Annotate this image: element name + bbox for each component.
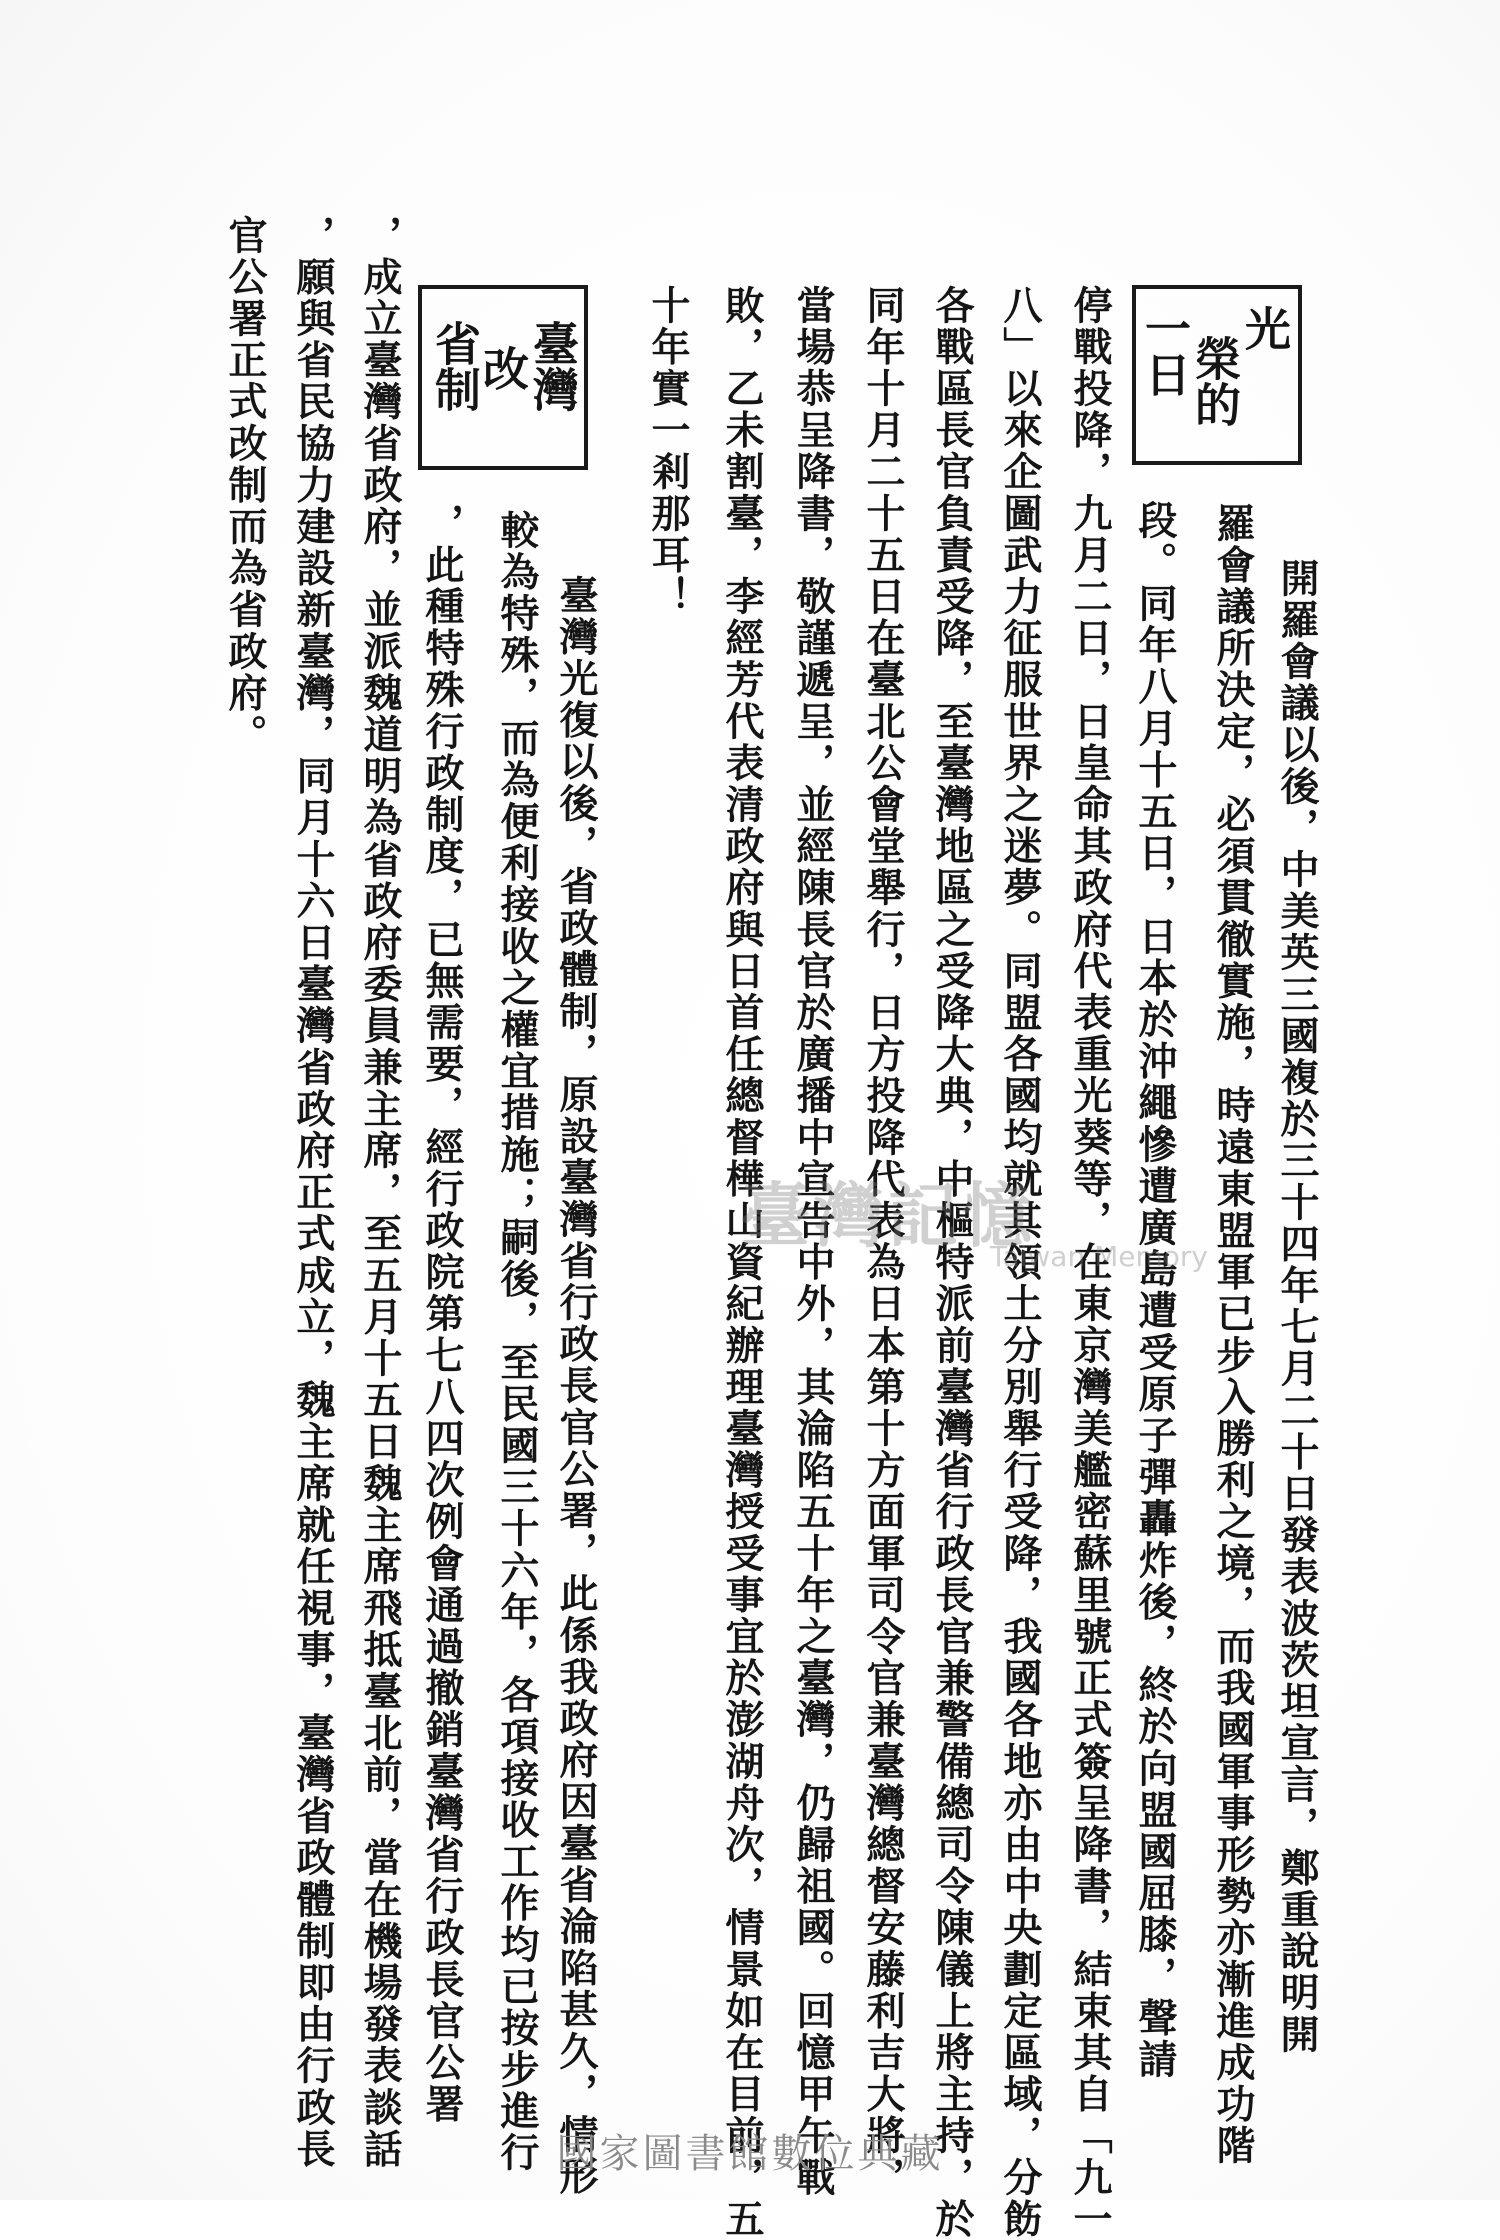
section1-column: 停戰投降，九月二日，日皇命其政府代表重光葵等，在東京灣美艦密蘇里號正式簽呈降書，結束其自「九一 xyxy=(1067,285,1113,2240)
footer-collection-label: 國家圖書館數位典藏 xyxy=(556,2131,944,2177)
section1-heading-line: 榮的 xyxy=(1188,335,1242,427)
section1-column: 當場恭呈降書，敬謹遞呈，並經陳長官於廣播中宣告中外，其淪陷五十年之臺灣，仍歸祖國。回憶甲午戰 xyxy=(790,285,836,2199)
section2-column: 官公署正式改制而為省政府。 xyxy=(222,215,268,756)
section2-column: ，願與省民協力建設新臺灣，同月十六日臺灣省政府正式成立，魏主席就任視事，臺灣省政體制即由行政長 xyxy=(290,215,336,2171)
section1-column: 開羅會議以後，中美英三國複於三十四年七月二十日發表波茨坦宣言，鄭重說明開 xyxy=(1274,558,1320,2056)
section2-column: ，此種特殊行政制度，已無需要，經行政院第七八四次例會通過撤銷臺灣省行政長官公署 xyxy=(419,503,465,2126)
watermark-subtitle: Taiwan Memory xyxy=(990,1240,1208,1273)
section2-column: ，成立臺灣省政府，並派魏道明為省政府委員兼主席，至五月十五日魏主席飛抵臺北前，當在機場發表談話 xyxy=(357,215,403,2171)
section2-column: 臺灣光復以後，省政體制，原設臺灣省行政長官公署，此係我政府因臺省淪陷甚久，情形 xyxy=(553,575,599,2198)
section2-heading-line: 臺灣 xyxy=(526,320,580,412)
section2-column: 較為特殊，而為便利接收之權宜措施；嗣後，至民國三十六年，各項接收工作均已按步進行 xyxy=(494,510,540,2174)
section1-column: 同年十月二十五日在臺北公會堂舉行，日方投降代表為日本第十方面軍司令官兼臺灣總督安藤利吉大將， xyxy=(860,285,906,2199)
watermark-title: 臺灣記憶 xyxy=(740,1174,1036,1257)
section1-column: 十年實一剎那耳！ xyxy=(645,285,691,618)
section1-column: 羅會議所決定，必須貫徹實施，時遠東盟軍已步入勝利之境，而我國軍事形勢亦漸進成功階 xyxy=(1210,503,1256,2167)
section1-heading-line: 一日 xyxy=(1138,305,1192,397)
taiwan-memory-watermark xyxy=(740,1160,1210,1280)
section1-column: 八」以來企圖武力征服世界之迷夢。同盟各國均就其領土分別舉行受降，我國各地亦由中央劃定區域，分飭 xyxy=(997,285,1043,2240)
section1-column: 敗，乙未割臺，李經芳代表清政府與日首任總督樺山資紀辦理臺灣授受事宜於澎湖舟次，情景如在目前，五 xyxy=(719,285,765,2240)
section1-column: 段。同年八月十五日，日本於沖繩慘遭廣島遭受原子彈轟炸後，終於向盟國屈膝，聲請 xyxy=(1132,500,1178,2081)
section2-heading-line: 省制 xyxy=(428,320,482,412)
section1-column: 各戰區長官負責受降，至臺灣地區之受降大典，中樞特派前臺灣省行政長官兼警備總司令陳儀上將主持，於 xyxy=(929,285,975,2240)
section2-heading-line: 改 xyxy=(476,345,530,391)
section1-heading-line: 光 xyxy=(1238,305,1292,351)
